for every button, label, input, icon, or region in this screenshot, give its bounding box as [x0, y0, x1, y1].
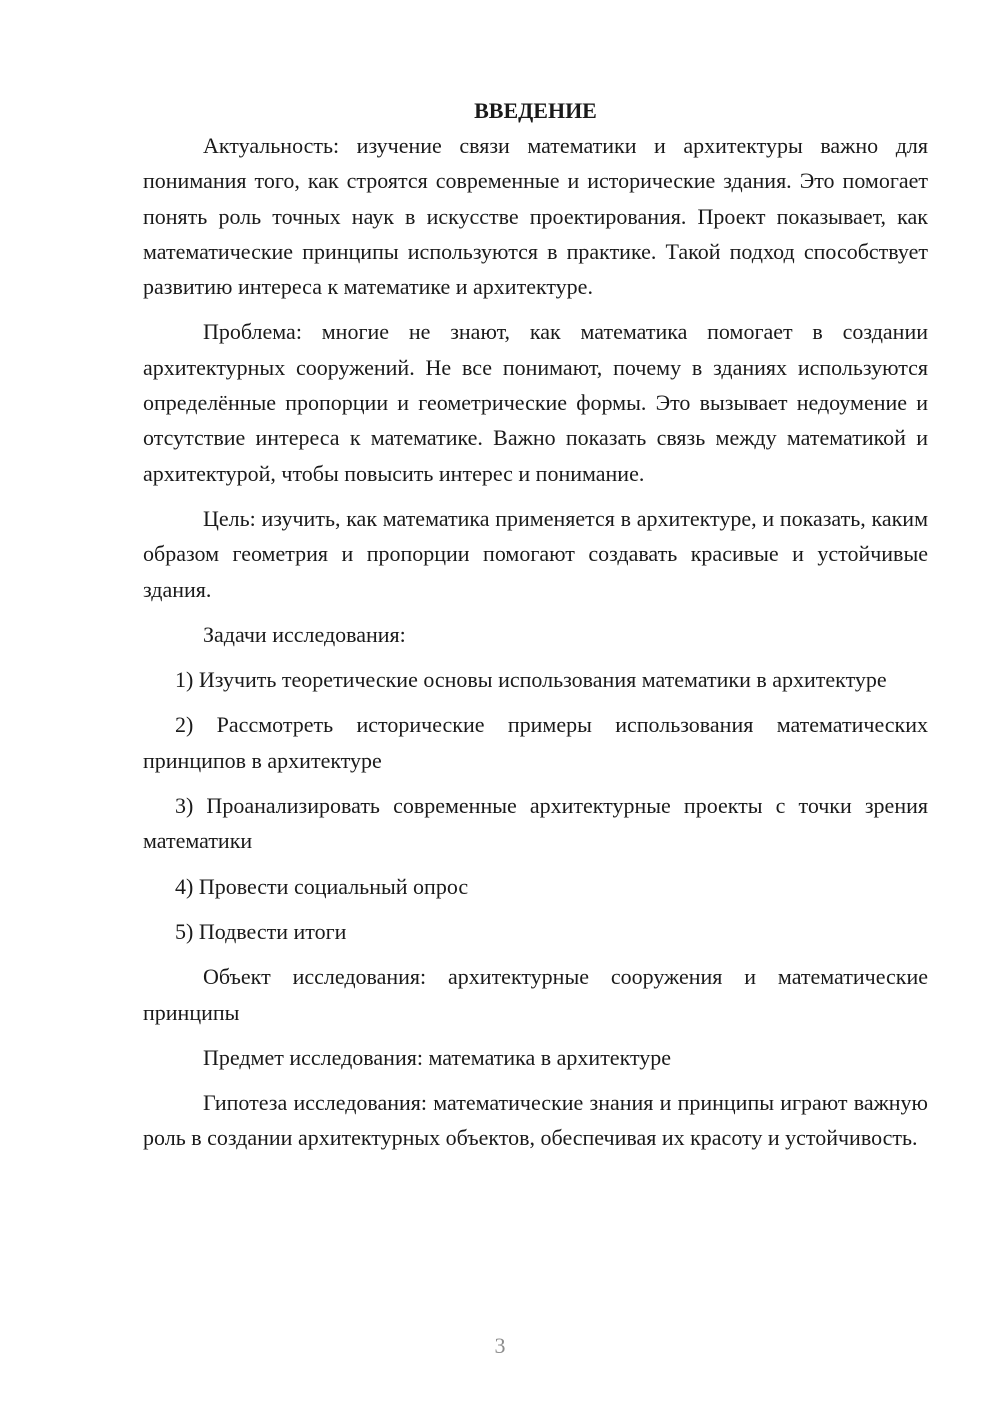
- task-item: 1) Изучить теоретические основы использования математики в архитектуре: [175, 667, 887, 693]
- task-item: 3) Проанализировать современные архитектурные проекты с точки зрения математики: [143, 793, 928, 854]
- task-item: 5) Подвести итоги: [175, 918, 347, 944]
- task-item: 2) Рассмотреть исторические примеры использования математических принципов в архитектуре: [143, 712, 928, 773]
- paragraph-object: Объект исследования: архитектурные сооружения и математические принципы: [143, 964, 928, 1025]
- paragraph-problem: Проблема: многие не знают, как математика помогает в создании архитектурных сооружений. Не все понимают, почему в зданиях используются определённые пропорции и геометрические формы. Это вызывает недоумение и отсутствие интереса к математике. Важно показать связь между математикой и архитектурой, чтобы повысить интерес и понимание.: [143, 319, 928, 486]
- page-title: ВВЕДЕНИЕ: [474, 98, 597, 123]
- paragraph-goal: Цель: изучить, как математика применяется в архитектуре, и показать, каким образом геометрия и пропорции помогают создавать красивые и устойчивые здания.: [143, 505, 928, 602]
- document-page: [143, 93, 928, 1166]
- task-item: 4) Провести социальный опрос: [175, 873, 469, 899]
- paragraph-subject: Предмет исследования: математика в архитектуре: [203, 1044, 672, 1070]
- tasks-heading: Задачи исследования:: [203, 621, 406, 647]
- page-number: 3: [494, 1333, 506, 1358]
- paragraph-relevance: Актуальность: изучение связи математики и архитектуры важно для понимания того, как строятся современные и исторические здания. Это помогает понять роль точных наук в искусстве проектирования. Проект показывает, как математические принципы используются в практике. Такой подход способствует развитию интереса к математике и архитектуре.: [143, 133, 928, 300]
- paragraph-hypothesis: Гипотеза исследования: математические знания и принципы играют важную роль в создании архитектурных объектов, обеспечивая их красоту и устойчивость.: [143, 1090, 928, 1151]
